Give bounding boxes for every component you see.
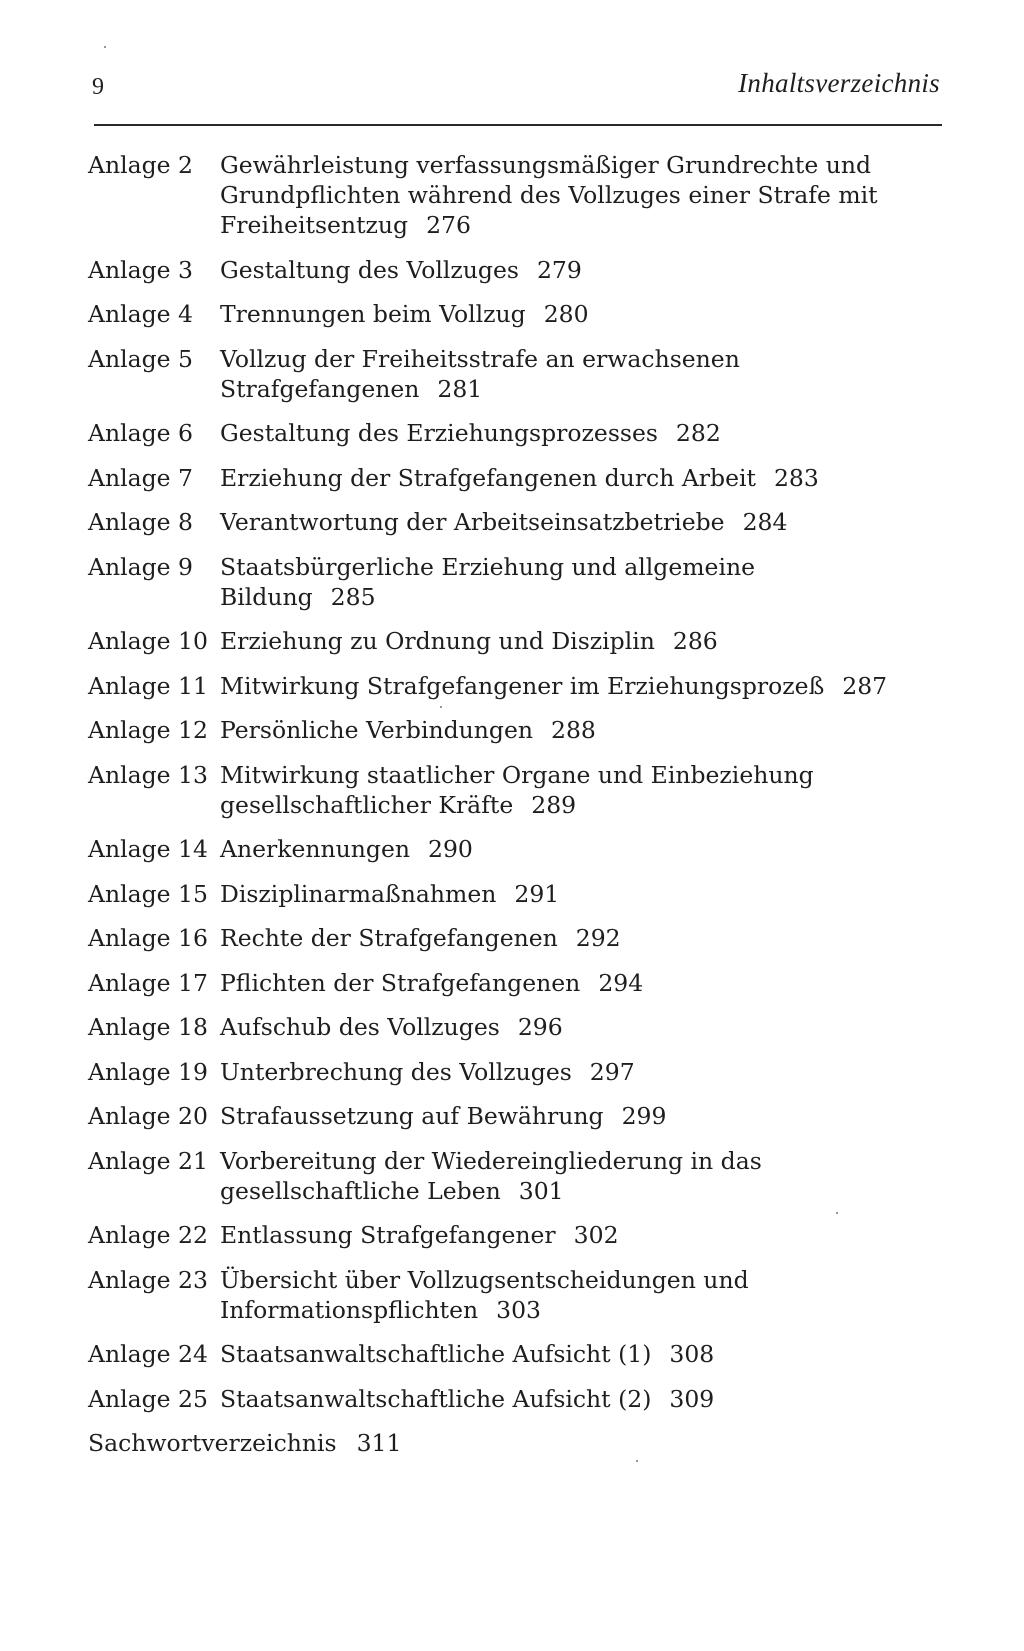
toc-entry-page: 292 [575,924,621,952]
toc-entry-title: Strafaussetzung auf Bewährung [220,1102,604,1130]
toc-entry-text [220,1101,948,1131]
toc-entry-text [220,1339,948,1369]
toc-entry-title: Erziehung zu Ordnung und Disziplin [220,627,655,655]
toc-entry-label: Anlage 9 [88,552,194,581]
toc-entry-title: Gestaltung des Erziehungsprozesses [220,419,658,447]
toc-entry-text [220,879,948,909]
toc-entry [88,1220,948,1250]
toc-entry-label: Anlage 4 [88,300,194,328]
toc-entry-label: Anlage 23 [88,1265,208,1294]
toc-final-page: 311 [356,1429,402,1457]
toc-entry-label: Anlage 6 [88,419,194,447]
toc-entry [88,879,948,909]
toc-entry-text [220,507,948,537]
toc-entry [88,760,948,820]
toc-entry-label: Anlage 25 [88,1384,208,1413]
toc-entry-page: 294 [598,968,644,997]
toc-entry [88,968,948,998]
toc-entry-page: 283 [773,463,819,492]
toc-entry [88,507,948,537]
toc-entry-page: 308 [669,1340,715,1368]
toc-entry-title: Unterbrechung des Vollzuges [220,1057,572,1086]
toc-entry [88,299,948,329]
toc-entry-label: Anlage 15 [88,879,208,908]
toc-entry-title: Gestaltung des Vollzuges [220,255,519,284]
toc-entry-page: 299 [621,1102,667,1130]
toc-entry [88,1057,948,1087]
toc-entry [88,552,948,612]
toc-entry-page: 285 [330,582,376,611]
toc-entry-title: Übersicht über Vollzugsentscheidungen und Informationspflichten [220,1265,749,1324]
toc-entry-title: Vorbereitung der Wiedereingliederung in das gesellschaftliche Leben [220,1146,762,1205]
toc-entry-title: Erziehung der Strafgefangenen durch Arbeit [220,463,756,492]
toc-entry-text [220,299,948,329]
toc-entry [88,834,948,864]
toc-entry-text [220,344,948,404]
toc-entry-page: 296 [517,1013,563,1041]
toc-entry-page: 303 [496,1295,541,1324]
toc-entry-text [220,1384,948,1414]
toc-entry-label: Anlage 22 [88,1221,208,1249]
toc-entry [88,671,948,701]
toc-entry-text [220,1012,948,1042]
toc-entry-text [220,671,948,701]
toc-entry-label: Anlage 17 [88,968,208,997]
toc-entry [88,344,948,404]
toc-entry-title: Rechte der Strafgefangenen [220,924,558,952]
toc-entry-label: Anlage 13 [88,760,208,789]
toc-entry [88,923,948,953]
toc-entry [88,1012,948,1042]
toc-entry-text [220,760,948,820]
toc-entry-title: Trennungen beim Vollzug [220,300,526,328]
toc-entry-label: Anlage 3 [88,255,194,284]
toc-entry-label: Anlage 18 [88,1013,208,1041]
toc-entry-page: 309 [669,1384,715,1413]
toc-entry [88,1339,948,1369]
toc-entry-label: Anlage 20 [88,1102,208,1130]
scan-speck [104,46,106,48]
toc-entry [88,715,948,745]
toc-entry-text [220,1265,948,1325]
scan-speck [836,1212,838,1214]
toc-entry-text [220,150,948,240]
header-rule [94,124,942,126]
toc-entry-text [220,1057,948,1087]
toc-entry-text [220,255,948,285]
toc-entry-text [220,418,948,448]
toc-entry [88,1101,948,1131]
toc-entry-text [220,715,948,745]
toc-entry-title: Verantwortung der Arbeitseinsatzbetriebe [220,508,725,536]
toc-entry-title: Aufschub des Vollzuges [220,1013,500,1041]
table-of-contents [88,150,948,1458]
toc-entry [88,418,948,448]
toc-entry-title: Persönliche Verbindungen [220,716,533,744]
toc-entry [88,1265,948,1325]
toc-entry-page: 287 [842,671,888,700]
toc-entry-label: Anlage 16 [88,924,208,952]
toc-entry-label: Anlage 2 [88,151,194,179]
toc-entry-page: 291 [514,879,560,908]
toc-entry-page: 297 [589,1057,635,1086]
toc-entry-label: Anlage 7 [88,463,194,492]
toc-entry [88,626,948,656]
toc-entry-label: Anlage 12 [88,716,208,744]
toc-entry-title: Disziplinarmaßnahmen [220,879,497,908]
toc-entry-page: 281 [437,374,483,403]
toc-entry-label: Anlage 10 [88,627,208,655]
toc-entry-text [220,834,948,864]
toc-entry-text [220,463,948,493]
toc-entry-text [220,552,948,612]
toc-entry-label: Anlage 14 [88,835,208,863]
scan-speck [440,706,442,708]
toc-entry-title: Staatsanwaltschaftliche Aufsicht (2) [220,1384,652,1413]
toc-entry-title: Entlassung Strafgefangener [220,1221,556,1249]
toc-entry-text [220,1146,948,1206]
scan-speck [636,1460,638,1462]
toc-entry-label: Anlage 8 [88,508,194,536]
toc-entry-label: Anlage 11 [88,671,208,700]
toc-entry-title: Vollzug der Freiheitsstrafe an erwachsenen Strafgefangenen [220,344,740,403]
toc-final-title: Sachwortverzeichnis [88,1429,337,1457]
toc-entry-page: 290 [428,835,473,863]
toc-entry-title: Mitwirkung staatlicher Organe und Einbeziehung gesellschaftlicher Kräfte [220,760,814,819]
page-header [92,64,940,104]
toc-entry-title: Staatsanwaltschaftliche Aufsicht (1) [220,1340,652,1368]
toc-entry-label: Anlage 5 [88,344,194,373]
toc-entry-page: 288 [551,716,596,744]
toc-entry-page: 289 [531,790,577,819]
page-number: 9 [92,74,104,100]
toc-entry-title: Gewährleistung verfassungsmäßiger Grundrechte und Grundpflichten während des Vollzuges einer Strafe mit Freiheitsentzug [220,151,878,239]
toc-entry [88,255,948,285]
toc-entry-label: Anlage 21 [88,1146,208,1175]
toc-entry-text [220,968,948,998]
toc-entry [88,1146,948,1206]
toc-entry-page: 279 [536,255,582,284]
toc-entry [88,1384,948,1414]
toc-entry-page: 280 [543,300,589,328]
running-title: Inhaltsverzeichnis [738,68,940,98]
toc-entry-page: 282 [675,419,721,447]
toc-entry-text [220,1220,948,1250]
toc-entry-title: Anerkennungen [220,835,411,863]
toc-entry-page: 302 [573,1221,619,1249]
toc-entry-title: Mitwirkung Strafgefangener im Erziehungsprozeß [220,671,825,700]
toc-entry-text [220,626,948,656]
toc-entry [88,150,948,240]
toc-entry [88,463,948,493]
toc-final-entry [88,1428,948,1458]
toc-entry-page: 276 [426,211,471,239]
toc-entry-label: Anlage 19 [88,1057,208,1086]
toc-entry-page: 301 [518,1176,564,1205]
toc-entry-page: 286 [672,627,718,655]
toc-entry-label: Anlage 24 [88,1340,208,1368]
toc-entry-title: Staatsbürgerliche Erziehung und allgemeine Bildung [220,552,756,611]
toc-entry-text [220,923,948,953]
toc-entry-page: 284 [742,508,788,536]
toc-entry-title: Pflichten der Strafgefangenen [220,968,581,997]
